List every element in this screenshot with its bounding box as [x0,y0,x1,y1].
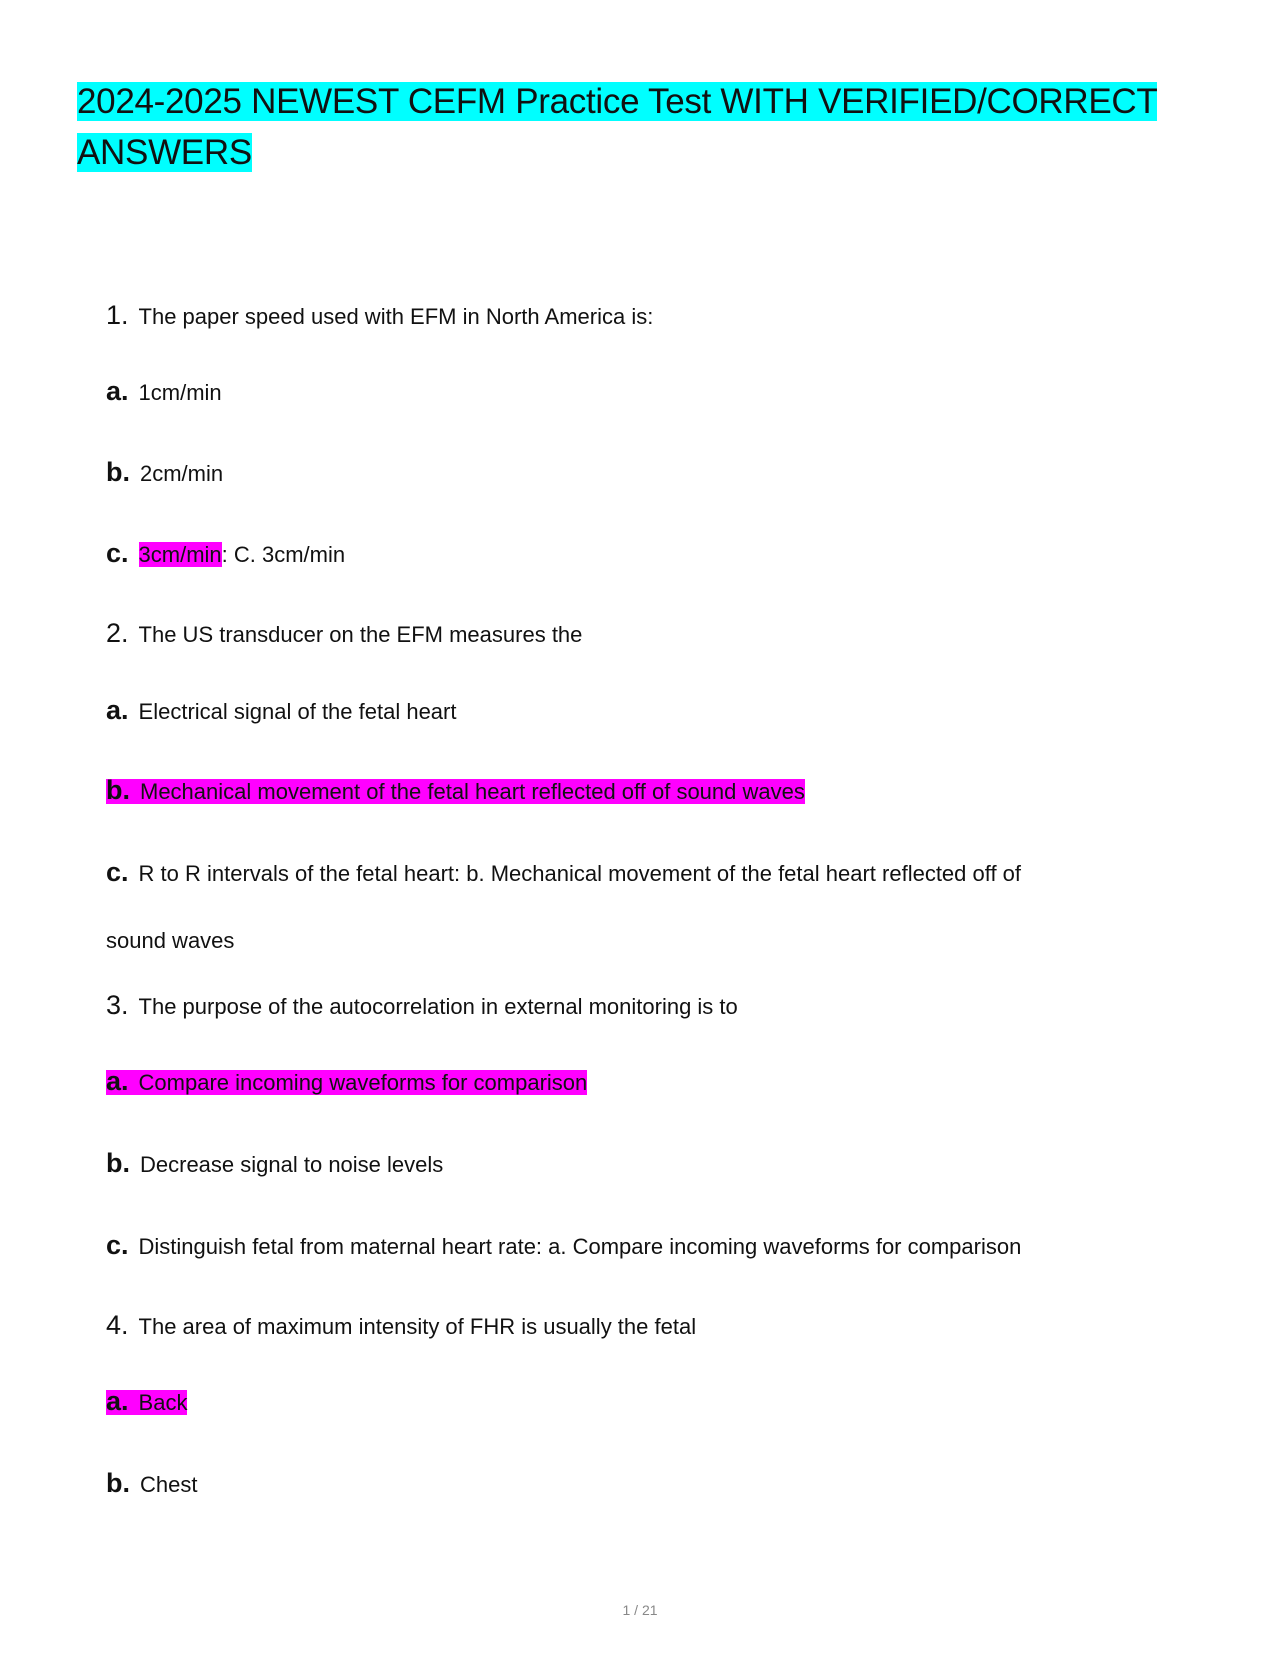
highlighted-answer: Compare incoming waveforms for comparison [138,1070,588,1095]
question-text: The US transducer on the EFM measures the [138,622,583,647]
question-number: 1. [106,300,129,330]
document-title: 2024-2025 NEWEST CEFM Practice Test WITH VERIFIED/CORRECT ANSWERS [77,82,1158,172]
question-number: 3. [106,990,129,1020]
option-text: 2cm/min [140,461,224,486]
question-3 [106,990,738,1021]
option-marker: a. [106,1386,129,1416]
highlighted-answer: 3cm/min [138,542,222,567]
option-marker: b. [106,1468,130,1498]
question-text: The area of maximum intensity of FHR is usually the fetal [138,1314,697,1339]
q2-option-c [106,857,1021,888]
q3-option-c [106,1230,1021,1261]
option-text: Distinguish fetal from maternal heart rate: a. Compare incoming waveforms for comparison [138,1234,1022,1259]
q4-option-a [106,1386,187,1417]
question-1 [106,300,653,331]
q2-option-a [106,695,456,726]
page-number: 1 / 21 [622,1602,658,1618]
option-text-continued: sound waves [106,928,235,953]
option-marker: c. [106,538,129,568]
q2-option-c-continued [106,928,234,954]
option-marker: a. [106,695,129,725]
highlighted-answer: Back [138,1390,188,1415]
option-marker: b. [106,1148,130,1178]
q1-option-c [106,538,345,569]
question-2 [106,618,582,649]
question-number: 2. [106,618,129,648]
q2-option-b [106,775,805,806]
question-text: The purpose of the autocorrelation in external monitoring is to [138,994,738,1019]
q1-option-b [106,457,223,488]
option-marker: b. [106,775,130,805]
option-marker: a. [106,1066,129,1096]
answer-key-text: : C. 3cm/min [221,542,346,567]
option-marker: b. [106,457,130,487]
option-text: 1cm/min [138,380,222,405]
q3-option-a [106,1066,587,1097]
option-text: Chest [140,1472,198,1497]
q4-option-b [106,1468,197,1499]
question-number: 4. [106,1310,129,1340]
option-text: Electrical signal of the fetal heart [138,699,457,724]
option-marker: a. [106,376,129,406]
q1-option-a [106,376,222,407]
question-4 [106,1310,696,1341]
option-marker: c. [106,1230,129,1260]
highlighted-answer: Mechanical movement of the fetal heart reflected off of sound waves [140,779,805,804]
option-marker: c. [106,857,129,887]
q3-option-b [106,1148,443,1179]
question-text: The paper speed used with EFM in North America is: [138,304,654,329]
option-text: Decrease signal to noise levels [140,1152,444,1177]
option-text: R to R intervals of the fetal heart: b. Mechanical movement of the fetal heart reflected off of [138,861,1022,886]
